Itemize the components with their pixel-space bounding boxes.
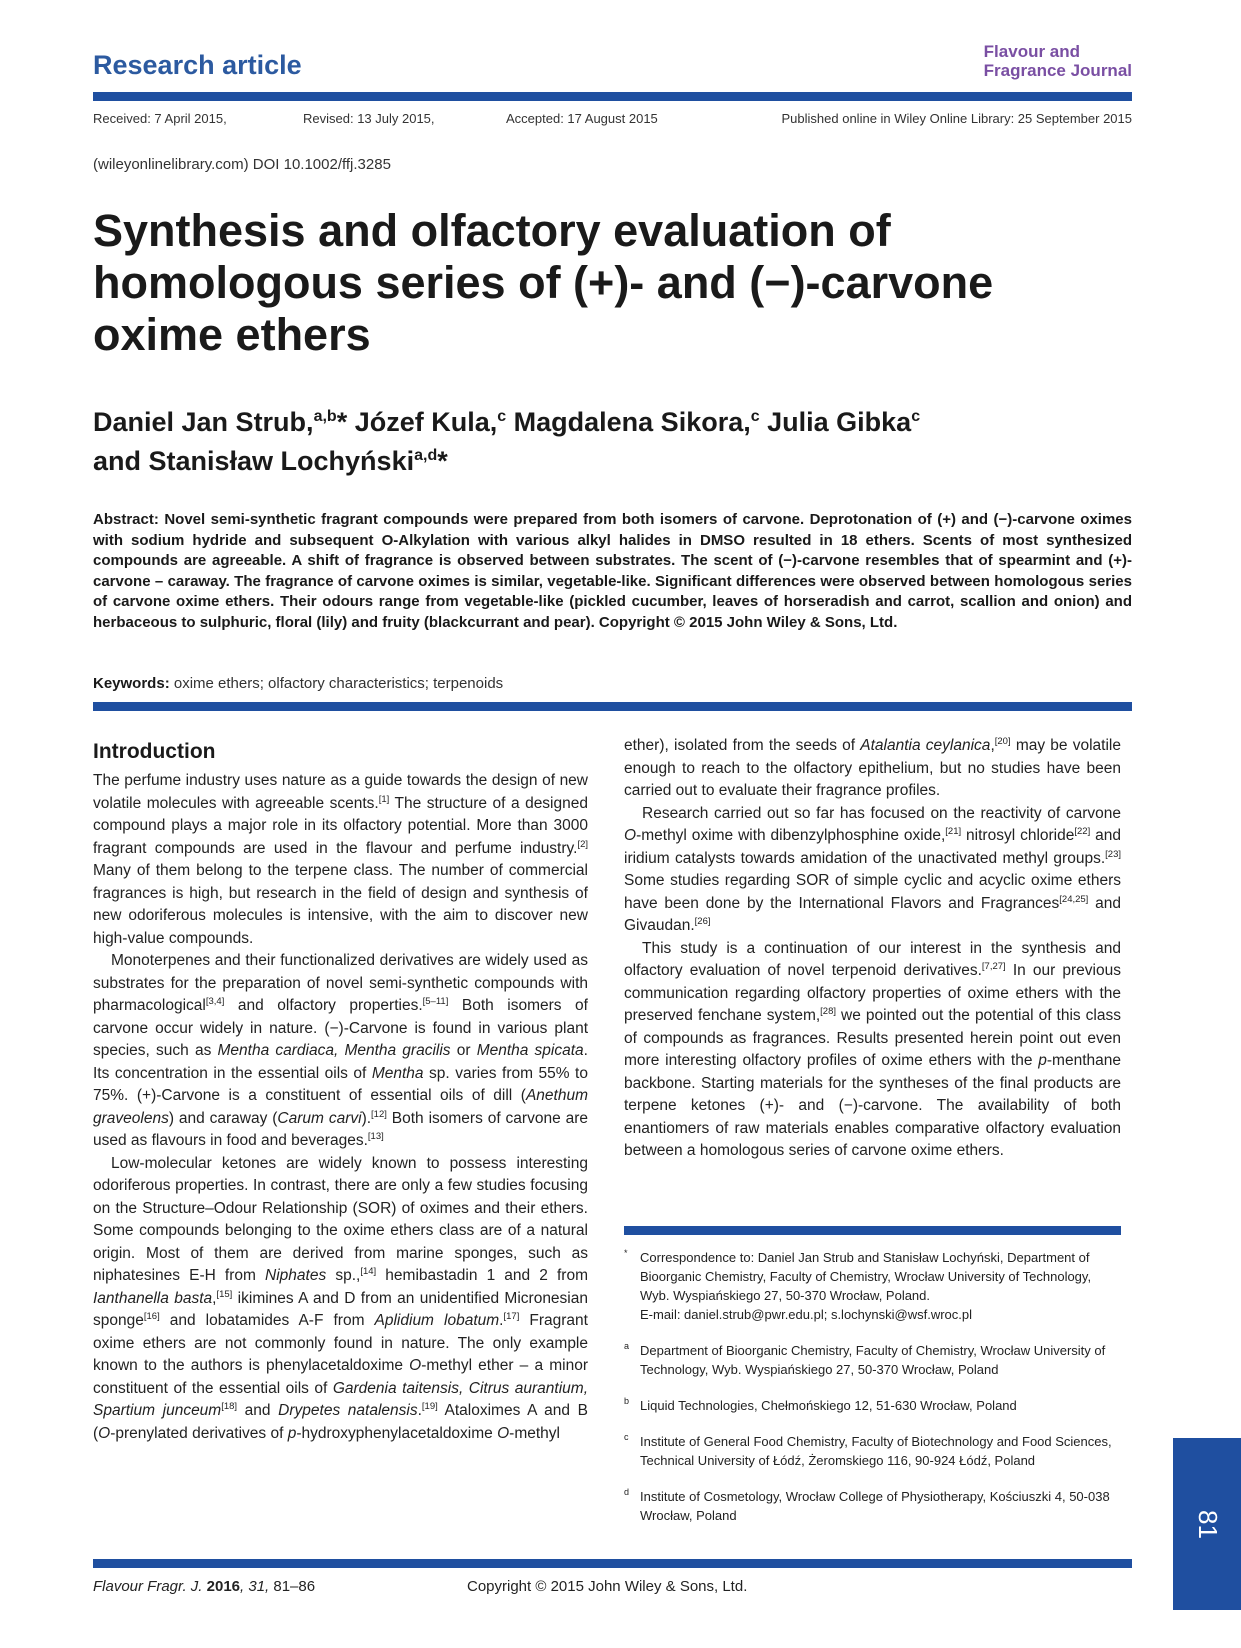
page-number	[1173, 1438, 1241, 1610]
footer-copyright: Copyright © 2015 John Wiley & Sons, Ltd.	[467, 1578, 748, 1595]
footnote-affil-c	[624, 1432, 1121, 1470]
abstract	[93, 510, 1132, 633]
body-paragraph: This study is a continuation of our interest in the synthesis and olfactory evaluation of novel terpenoid derivatives.[7,27] In our previous communication regarding olfactory properties of oxime ethers with the preserved fenchane system,[28] we pointed out the potential of this class of compounds as fragrances. Results presented herein point out even more interesting olfactory profiles of oxime ethers with the p-menthane backbone. Starting materials for the syntheses of the final products are terpene ketones (+)- and (−)-carvone. The availability of both enantiomers of raw materials enables comparative olfactory evaluation between a homologous series of carvone oxime ethers.	[624, 939, 1121, 1159]
citation-ref: [14]	[360, 1265, 377, 1277]
citation-year: 2016	[202, 1578, 241, 1595]
citation-ref: [15]	[216, 1288, 233, 1300]
title-line-2: homologous series of (+)- and (−)-carvone	[93, 257, 994, 308]
footnote-email[interactable]: E-mail: daniel.strub@pwr.edu.pl; s.lochynski@wsf.wroc.pl	[640, 1307, 973, 1322]
body-column-left	[93, 770, 588, 1445]
footnote-affil-d	[624, 1487, 1121, 1525]
article-title	[93, 205, 1093, 361]
author-gibka: Julia Gibka	[759, 407, 912, 437]
body-paragraph: The perfume industry uses nature as a guide towards the design of new volatile molecules with agreeable scents.[1] The structure of a designed compound plays a major role in its olfactory potential. More than 3000 fragrant compounds are used in the flavour and perfume industry.[2] Many of them belong to the terpene class. The number of commercial fragrances is high, but research in the field of design and synthesis of new odoriferous molecules is intensive, with the aim to discover new high-value compounds.	[93, 772, 588, 947]
footnote-mark: c	[624, 1432, 629, 1442]
body-paragraph: Monoterpenes and their functionalized derivatives are widely used as substrates for the preparation of novel semi-synthetic compounds with pharmacological[3,4] and olfactory properties.[5–11] Both isomers of carvone occur widely in nature. (−)-Carvone is found in various plant species, such as Mentha cardiaca, Mentha gracilis or Mentha spicata. Its concentration in the essential oils of Mentha sp. varies from 55% to 75%. (+)-Carvone is a constituent of essential oils of dill (Anethum graveolens) and caraway (Carum carvi).[12] Both isomers of carvone are used as flavours in food and beverages.[13]	[93, 952, 588, 1149]
citation-ref: [19]	[421, 1400, 438, 1412]
citation-ref: [28]	[820, 1005, 837, 1017]
author-affil: c	[497, 408, 507, 425]
abstract-text: Novel semi-synthetic fragrant compounds were prepared from both isomers of carvone. Deprotonation of (+) and (−)-carvone oximes with sodium hydride and subsequent O-Alkylation with various alkyl halides in DMSO resulted in 18 ethers. Scents of most synthesized compounds are agreeable. A shift of fragrance is observed between substrates. The scent of (−)-carvone resembles that of spearmint and (+)-carvone – caraway. The fragrance of carvone oximes is similar, vegetable-like. Significant differences were observed between homologous series of carvone oxime ethers. Their odours range from vegetable-like (pickled cucumber, leaves of horseradish and carrot, scallion and onion) and herbaceous to sulphuric, floral (lily) and fruity (blackcurrant and pear). Copyright © 2015 John Wiley & Sons, Ltd.	[93, 511, 1132, 631]
author-strub: Daniel Jan Strub,	[93, 407, 314, 437]
corresponding-mark: *	[437, 446, 448, 476]
keywords-text: oxime ethers; olfactory characteristics; terpenoids	[169, 675, 504, 692]
author-affil: c	[911, 408, 921, 425]
citation-ref: [7,27]	[981, 960, 1006, 972]
footnote-affil-b	[624, 1396, 1121, 1415]
citation-ref: [18]	[221, 1400, 238, 1412]
footnote-text: Department of Bioorganic Chemistry, Faculty of Chemistry, Wrocław University of Technology, Wyb. Wyspiańskiego 27, 50-370 Wrocław, Poland	[640, 1343, 1106, 1377]
accepted-date: Accepted: 17 August 2015	[506, 111, 658, 126]
citation-ref: [3,4]	[205, 995, 225, 1007]
citation-ref: [12]	[371, 1108, 387, 1120]
author-sikora: Magdalena Sikora,	[506, 407, 751, 437]
author-kula: Józef Kula,	[347, 407, 498, 437]
abstract-label: Abstract:	[93, 511, 159, 528]
header-rule	[93, 92, 1132, 101]
published-date: Published online in Wiley Online Library: 25 September 2015	[781, 111, 1132, 126]
author-affil: c	[750, 408, 760, 425]
footnote-affil-a	[624, 1341, 1121, 1379]
footnote-correspondence	[624, 1248, 1121, 1324]
author-line-1	[93, 400, 1093, 439]
section-heading-introduction: Introduction	[93, 740, 216, 763]
citation-ref: [5–11]	[422, 995, 449, 1007]
citation-journal: Flavour Fragr. J.	[93, 1578, 203, 1595]
footnote-text: Liquid Technologies, Chełmońskiego 12, 51-630 Wrocław, Poland	[640, 1398, 1017, 1413]
citation-pages: 81–86	[269, 1578, 316, 1595]
citation-ref: [1]	[378, 793, 390, 805]
body-column-right	[624, 735, 1121, 1163]
corresponding-mark: *	[336, 407, 348, 437]
article-type: Research article	[93, 50, 302, 80]
footnote-text: Correspondence to: Daniel Jan Strub and Stanisław Lochyński, Department of Bioorganic Chemistry, Faculty of Chemistry, Wrocław University of Technology, Wyb. Wyspiańskiego 27, 50-370 Wrocław, Poland.	[640, 1250, 1092, 1303]
body-paragraph: Research carried out so far has focused on the reactivity of carvone O-methyl oxime with dibenzylphosphine oxide,[21] nitrosyl chloride[22] and iridium catalysts towards amidation of the unactivated methyl groups.[23] Some studies regarding SOR of simple cyclic and acyclic oxime ethers have been done by the International Flavors and Fragrances[24,25] and Givaudan.[26]	[624, 804, 1122, 934]
footnote-rule	[624, 1226, 1121, 1235]
citation-ref: [17]	[503, 1310, 520, 1322]
citation-ref: [13]	[367, 1130, 384, 1142]
citation-ref: [26]	[694, 915, 711, 927]
footnote-mark: a	[624, 1341, 630, 1351]
citation-volume: , 31,	[240, 1578, 270, 1595]
citation-ref: [20]	[994, 735, 1011, 747]
keywords-label: Keywords:	[93, 675, 170, 692]
author-affil: a,b	[313, 408, 337, 425]
footnote-mark: *	[624, 1248, 628, 1258]
body-paragraph: Low-molecular ketones are widely known to possess interesting odoriferous properties. In contrast, there are only a few studies focusing on the Structure–Odour Relationship (SOR) of oximes and their ethers. Some compounds belonging to the oxime ethers class are of a natural origin. Most of them are derived from marine sponges, such as niphatesines E-H from Niphates sp.,[14] hemibastadin 1 and 2 from Ianthanella basta,[15] ikimines A and D from an unidentified Micronesian sponge[16] and lobatamides A-F from Aplidium lobatum.[17] Fragrant oxime ethers are not commonly found in nature. The only example known to the authors is phenylacetaldoxime O-methyl ether – a minor constituent of the essential oils of Gardenia taitensis, Citrus aurantium, Spartium junceum[18] and Drypetes natalensis.[19] Ataloximes A and B (O-prenylated derivatives of p-hydroxyphenylacetaldoxime O-methyl	[93, 1154, 588, 1442]
page-number-text: 81	[1192, 1509, 1223, 1539]
citation	[93, 1578, 315, 1595]
footnote-mark: d	[624, 1487, 630, 1497]
title-line-3: oxime ethers	[93, 309, 371, 360]
citation-ref: [2]	[577, 838, 588, 850]
footnotes	[624, 1248, 1121, 1542]
citation-ref: [22]	[1074, 825, 1091, 837]
footnote-mark: b	[624, 1396, 630, 1406]
keywords	[93, 675, 503, 692]
author-lochynski: and Stanisław Lochyński	[93, 446, 415, 476]
footnote-text: Institute of Cosmetology, Wrocław College of Physiotherapy, Kościuszki 4, 50-038 Wrocław, Poland	[640, 1489, 1110, 1523]
author-line-2	[93, 439, 1093, 478]
body-paragraph: ether), isolated from the seeds of Atalantia ceylanica,[20] may be volatile enough to reach to the olfactory epithelium, but no studies have been carried out to evaluate their fragrance profiles.	[624, 735, 1121, 799]
citation-ref: [16]	[143, 1310, 160, 1322]
received-date: Received: 7 April 2015,	[93, 111, 227, 126]
abstract-rule	[93, 702, 1132, 711]
revised-date: Revised: 13 July 2015,	[303, 111, 435, 126]
citation-ref: [23]	[1105, 848, 1121, 860]
journal-logo-line2: Fragrance Journal	[983, 61, 1132, 80]
journal-logo	[984, 42, 1132, 80]
citation-ref: [24,25]	[1059, 893, 1089, 905]
doi[interactable]: (wileyonlinelibrary.com) DOI 10.1002/ffj.3285	[93, 156, 391, 173]
author-list	[93, 400, 1093, 478]
footnote-text: Institute of General Food Chemistry, Faculty of Biotechnology and Food Sciences, Technical University of Łódź, Żeromskiego 116, 90-924 Łódź, Poland	[640, 1434, 1112, 1468]
footer-rule	[93, 1559, 1132, 1568]
citation-ref: [21]	[945, 825, 962, 837]
journal-logo-line1: Flavour and	[983, 42, 1081, 61]
author-affil: a,d	[414, 447, 438, 464]
title-line-1: Synthesis and olfactory evaluation of	[93, 205, 891, 256]
